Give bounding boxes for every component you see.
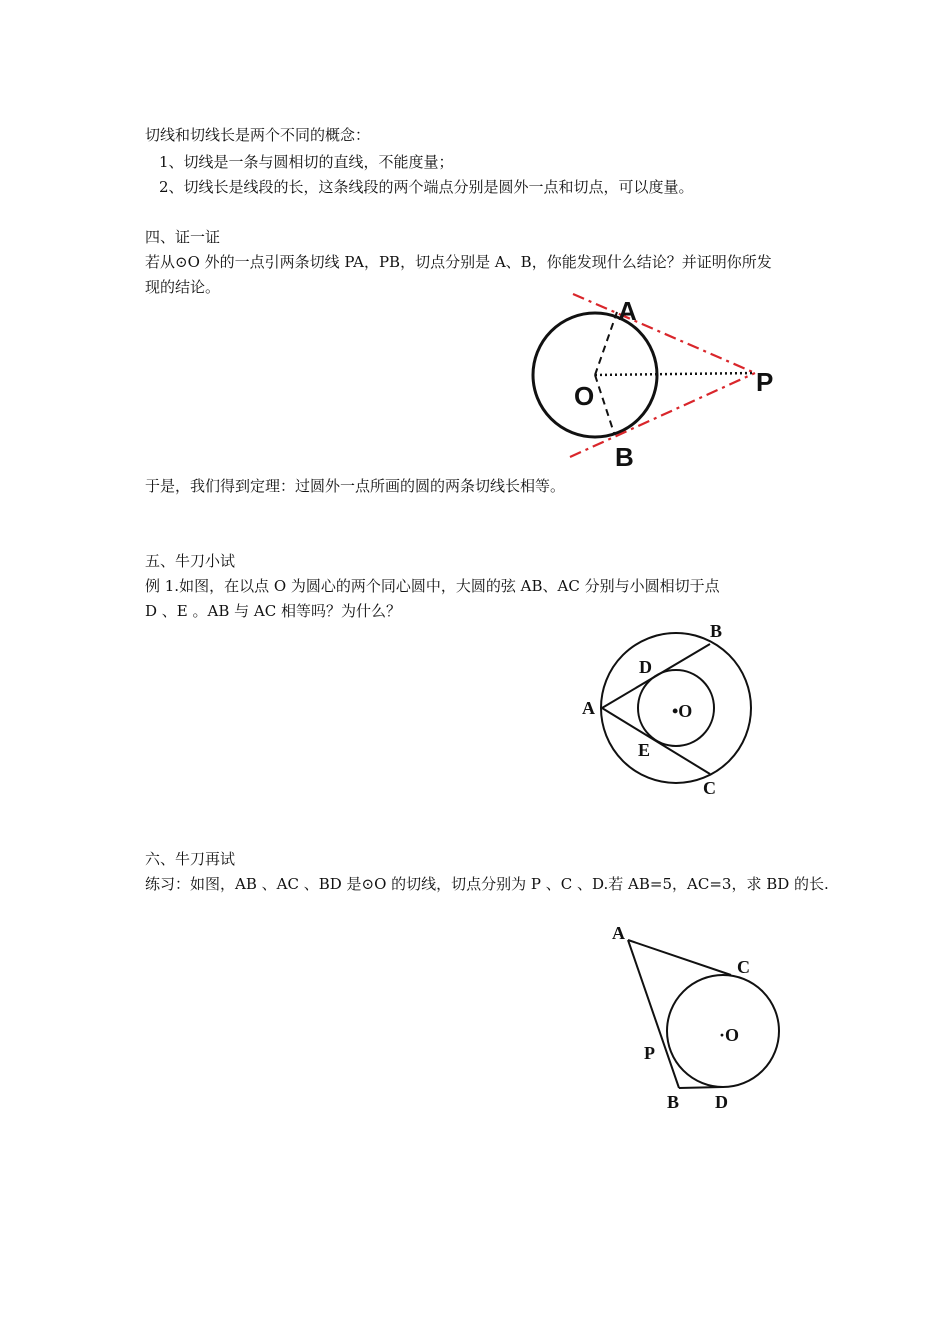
section-4-question-line-1: 若从⊙O 外的一点引两条切线 PA，PB，切点分别是 A、B，你能发现什么结论？并证明你所发 <box>145 253 772 271</box>
segment-op <box>595 373 755 375</box>
label-b: B <box>615 442 634 472</box>
section-4-question-line-2: 现的结论。 <box>145 278 221 296</box>
concentric-circles-figure <box>575 615 765 805</box>
example-line-2: D 、E 。AB 与 AC 相等吗？为什么？ <box>145 602 401 620</box>
label-o: •O <box>672 701 693 721</box>
label-b: B <box>710 621 723 641</box>
label-a: A <box>612 923 625 943</box>
section-6-heading: 六、牛刀再试 <box>145 850 236 868</box>
label-o: ·O <box>719 1025 740 1045</box>
label-p: P <box>756 367 774 397</box>
label-b: B <box>667 1092 680 1112</box>
label-a: A <box>582 698 595 718</box>
tangent-figure-1 <box>520 285 790 475</box>
radius-oa <box>595 312 617 375</box>
concept-point-1: 1、切线是一条与圆相切的直线，不能度量； <box>159 153 454 171</box>
label-e: E <box>638 740 651 760</box>
label-p: P <box>644 1043 655 1063</box>
tangent-ac <box>628 940 731 975</box>
example-line-1: 例 1.如图，在以点 O 为圆心的两个同心圆中，大圆的弦 AB、AC 分别与小圆相切于点 <box>145 577 720 595</box>
tangent-figure-2 <box>605 920 790 1115</box>
radius-ob <box>595 375 614 433</box>
label-c: C <box>737 957 750 977</box>
concept-intro: 切线和切线长是两个不同的概念： <box>145 126 371 144</box>
label-c: C <box>703 778 716 798</box>
chord-ab <box>602 644 710 708</box>
section-5-heading: 五、牛刀小试 <box>145 552 236 570</box>
label-d: D <box>639 657 652 677</box>
label-a: A <box>618 296 637 326</box>
tangent-bd <box>679 1087 723 1088</box>
section-4-heading: 四、证一证 <box>145 228 221 246</box>
tangent-line-pb <box>570 373 755 457</box>
tangent-ab <box>628 940 679 1088</box>
concept-point-2: 2、切线长是线段的长，这条线段的两个端点分别是圆外一点和切点，可以度量。 <box>159 178 694 196</box>
label-d: D <box>715 1092 728 1112</box>
theorem-text: 于是，我们得到定理：过圆外一点所画的圆的两条切线长相等。 <box>145 477 566 495</box>
exercise-text: 练习：如图，AB 、AC 、BD 是⊙O 的切线，切点分别为 P 、C 、D.若 AB=5，AC=3，求 BD 的长. <box>145 875 829 893</box>
label-o: O <box>574 381 595 411</box>
